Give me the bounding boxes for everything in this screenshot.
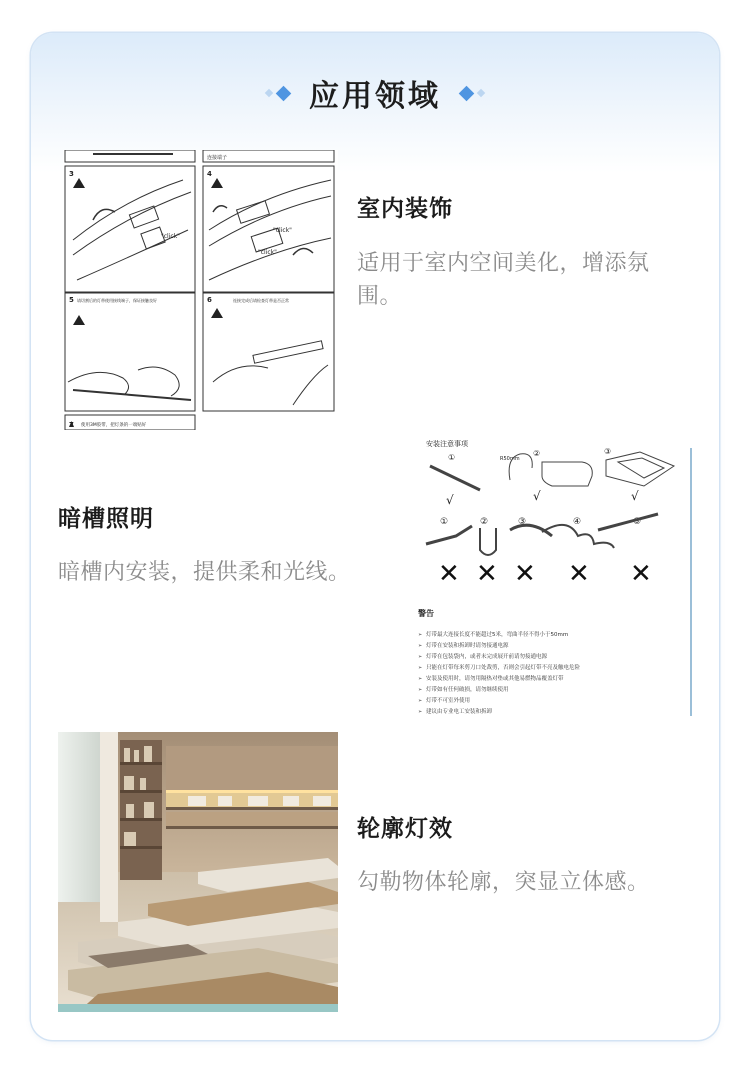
step-7-number: 7 — [69, 421, 74, 429]
section-1-heading: 室内装饰 — [357, 196, 453, 222]
warning-item: 灯带不可室外使用 — [426, 698, 471, 704]
bad-mark-1: ① — [440, 517, 449, 527]
warning-item: 灯带最大连接长度不能超过5米，弯曲半径不得小于50mm — [426, 632, 569, 638]
good-mark-2: ② — [533, 449, 541, 458]
install-notes-image — [418, 440, 694, 718]
cross-mark-3: ✕ — [514, 559, 536, 589]
svg-text:➢: ➢ — [418, 643, 423, 649]
right-diamond-ornament — [461, 88, 484, 99]
warning-item: 灯带如有任何破损，请勿继续使用 — [426, 687, 509, 693]
step-3-number: 3 — [69, 170, 74, 178]
interior-photo — [58, 732, 338, 1012]
warning-item: 安装及使用时，请勿用隔热对垫或其他易燃物品覆盖灯带 — [426, 676, 564, 682]
svg-text:➢: ➢ — [418, 654, 423, 660]
warning-title: 警告 — [418, 609, 434, 618]
bad-mark-4: ④ — [573, 517, 582, 527]
svg-text:➢: ➢ — [418, 665, 423, 671]
warning-item: 灯带在包装袋内，或者未完成展开前请勿接通电源 — [426, 654, 548, 660]
section-2-description: 暗槽内安装，提供柔和光线。 — [58, 560, 351, 585]
warning-item: 建议由专业电工安装和拆卸 — [426, 709, 493, 715]
svg-text:➢: ➢ — [418, 698, 423, 704]
check-mark-2: √ — [533, 489, 541, 503]
click-label-b: "click" — [273, 227, 292, 234]
step-5-text: 请切割后的灯带使用接线端子，保证接触良好 — [77, 298, 157, 303]
radius-label: R50mm — [500, 456, 520, 462]
step-7-text: 使用3M胶带，把灯条的一端贴好 — [81, 423, 147, 428]
install-title: 安装注意事项 — [426, 440, 468, 448]
bad-mark-5: ⑤ — [633, 517, 642, 527]
page-title: 应用领域 — [309, 79, 441, 114]
step-6-text: 连接完成后请检查灯带是否正常 — [233, 298, 289, 303]
warning-item: 灯带在安装和拆卸时请勿接通电源 — [426, 643, 509, 649]
good-mark-3: ③ — [604, 447, 612, 456]
click-label-a: "click" — [161, 233, 180, 240]
manual-diagram-image — [63, 150, 338, 430]
cross-mark-1: ✕ — [438, 559, 460, 589]
section-2-heading: 暗槽照明 — [58, 506, 154, 532]
svg-text:➢: ➢ — [418, 676, 423, 682]
connector-label: 连接端子 — [207, 155, 228, 161]
svg-text:➢: ➢ — [418, 632, 423, 638]
svg-text:➢: ➢ — [418, 709, 423, 715]
section-header — [0, 70, 750, 116]
cross-mark-2: ✕ — [476, 559, 498, 589]
step-6-number: 6 — [207, 296, 212, 304]
check-mark-1: √ — [446, 493, 454, 507]
check-mark-3: √ — [631, 489, 639, 503]
cross-mark-4: ✕ — [568, 559, 590, 589]
step-4-number: 4 — [207, 170, 212, 178]
warning-item: 只能在灯带每米剪刀口处裁剪，否则会引起灯带不亮及触电危险 — [426, 665, 581, 671]
section-1-description: 适用于室内空间美化，增添氛围。 — [357, 251, 650, 309]
left-diamond-ornament — [266, 88, 289, 99]
bad-mark-3: ③ — [518, 517, 527, 527]
click-label-c: "click" — [258, 249, 277, 256]
svg-text:➢: ➢ — [418, 687, 423, 693]
section-3-description: 勾勒物体轮廓，突显立体感。 — [357, 870, 650, 895]
cross-mark-5: ✕ — [630, 559, 652, 589]
section-3-heading: 轮廓灯效 — [357, 816, 453, 842]
step-5-number: 5 — [69, 296, 74, 304]
good-mark-1: ① — [448, 453, 456, 462]
bad-mark-2: ② — [480, 517, 489, 527]
